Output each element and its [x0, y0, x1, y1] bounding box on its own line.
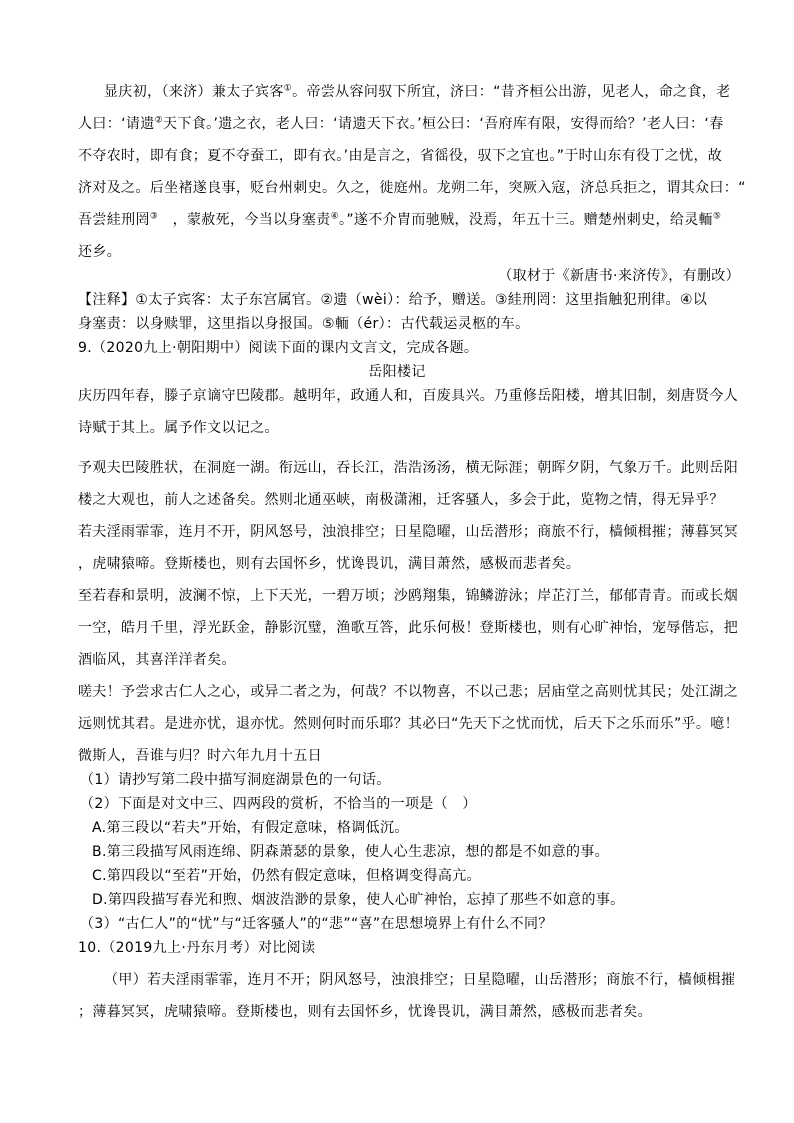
passage-line: 还乡。: [78, 244, 122, 260]
passage-line: 微斯人，吾谁与归？时六年九月十五日: [78, 748, 322, 764]
passage-line: 若夫淫雨霏霏，连月不开，阴风怒号，浊浪排空；日星隐曜，山岳潜形；商旅不行，樯倾楫摧；薄暮冥冥: [78, 524, 739, 540]
passage-line: （甲）若夫淫雨霏霏，连月不开；阴风怒号，浊浪排空；日星隐曜，山岳潜形；商旅不行，樯倾楫摧: [104, 972, 736, 988]
passage-line: 楼之大观也，前人之述备矣。然则北通巫峡，南极潇湘，迁客骚人，多会于此，览物之情，得无异乎？: [78, 492, 724, 508]
question-item: （3）“古仁人”的“忧”与“迁客骚人”的“悲”“喜”在思想境界上有什么不同？: [80, 916, 553, 932]
answer-option-d: D.第四段描写春光和煦、烟波浩渺的景象，使人心旷神怡，忘掉了那些不如意的事。: [92, 892, 625, 908]
passage-line: 庆历四年春，滕子京谪守巴陵郡。越明年，政通人和，百废具兴。乃重修岳阳楼，增其旧制，刻唐贤今人: [78, 388, 739, 404]
passage-line: 一空，皓月千里，浮光跃金，静影沉璧，渔歌互答，此乐何极！登斯楼也，则有心旷神怡，宠辱偕忘，把: [78, 620, 739, 636]
question-item: （1）请抄写第二段中描写洞庭湖景色的一句话。: [80, 772, 391, 788]
passage-line: 诗赋于其上。属予作文以记之。: [78, 420, 279, 436]
answer-option-c: C.第四段以“至若”开始，仍然有假定意味，但格调变得高亢。: [92, 868, 481, 884]
passage-line: 至若春和景明，波澜不惊，上下天光，一碧万顷；沙鸥翔集，锦鳞游泳；岸芷汀兰，郁郁青青。而或长烟: [78, 588, 739, 604]
passage-line: 人曰：‘请遗②天下食。’遗之衣，老人曰：‘请遗天下衣。’桓公曰：‘吾府库有限，安得而给？’老人曰：‘春: [78, 115, 724, 132]
question-header: 9.（2020九上·朝阳期中）阅读下面的课内文言文，完成各题。: [78, 340, 479, 356]
passage-line: 济对及之。后坐褚遂良事，贬台州刺史。久之，徙庭州。龙朔二年，突厥入寇，济总兵拒之，谓其众曰：“: [78, 180, 746, 196]
passage-line: 酒临风，其喜洋洋者矣。: [78, 652, 236, 668]
question-header: 10.（2019九上·丹东月考）对比阅读: [78, 940, 316, 956]
passage-line: 远则忧其君。是进亦忧，退亦忧。然则何时而乐耶？其必曰“先天下之忧而忧，后天下之乐而乐”乎。噫！: [78, 716, 739, 732]
passage-line: ；薄暮冥冥，虎啸猿啼。登斯楼也，则有去国怀乡，忧谗畏讥，满目萧然，感极而悲者矣。: [78, 1004, 652, 1020]
passage-title: 岳阳楼记: [368, 364, 426, 380]
notes-line: 身塞责：以身赎罪，这里指以身报国。⑤輀（ér）：古代载运灵柩的车。: [78, 316, 530, 332]
passage-line: ，虎啸猿啼。登斯楼也，则有去国怀乡，忧谗畏讥，满目萧然，感极而悲者矣。: [78, 556, 581, 572]
notes-line: 【注释】①太子宾客：太子东宫属官。②遗（wèi）：给予，赠送。③絓刑罔：这里指触犯刑律。④以: [78, 292, 708, 308]
passage-line: 不夺农时，即有食；夏不夺蚕工，即有衣。’由是言之，省徭役，驭下之宜也。”于时山东有役丁之忧，故: [78, 148, 723, 164]
source-citation: （取材于《新唐书·来济传》，有删改）: [498, 268, 740, 284]
answer-option-a: A.第三段以“若夫”开始，有假定意味，格调低沉。: [92, 820, 409, 836]
passage-line: 嗟夫！予尝求古仁人之心，或异二者之为，何哉？不以物喜，不以己悲；居庙堂之高则忧其民；处江湖之: [78, 684, 739, 700]
passage-line: 显庆初，（来济）兼太子宾客①。帝尝从容问驭下所宜，济曰：“昔齐桓公出游，见老人，命之食，老: [104, 83, 731, 100]
answer-option-b: B.第三段描写风雨连绵、阴森萧瑟的景象，使人心生悲凉，想的都是不如意的事。: [92, 844, 610, 860]
passage-line: 予观夫巴陵胜状，在洞庭一湖。衔远山，吞长江，浩浩汤汤，横无际涯；朝晖夕阴，气象万千。此则岳阳: [78, 460, 739, 476]
passage-line: 吾尝絓刑罔③ ，蒙赦死，今当以身塞责④。”遂不介胄而驰贼，没焉，年五十三。赠楚州刺史，给灵輀⑤: [78, 211, 722, 228]
question-item: （2）下面是对文中三、四两段的赏析，不恰当的一项是（ ）: [80, 796, 477, 812]
